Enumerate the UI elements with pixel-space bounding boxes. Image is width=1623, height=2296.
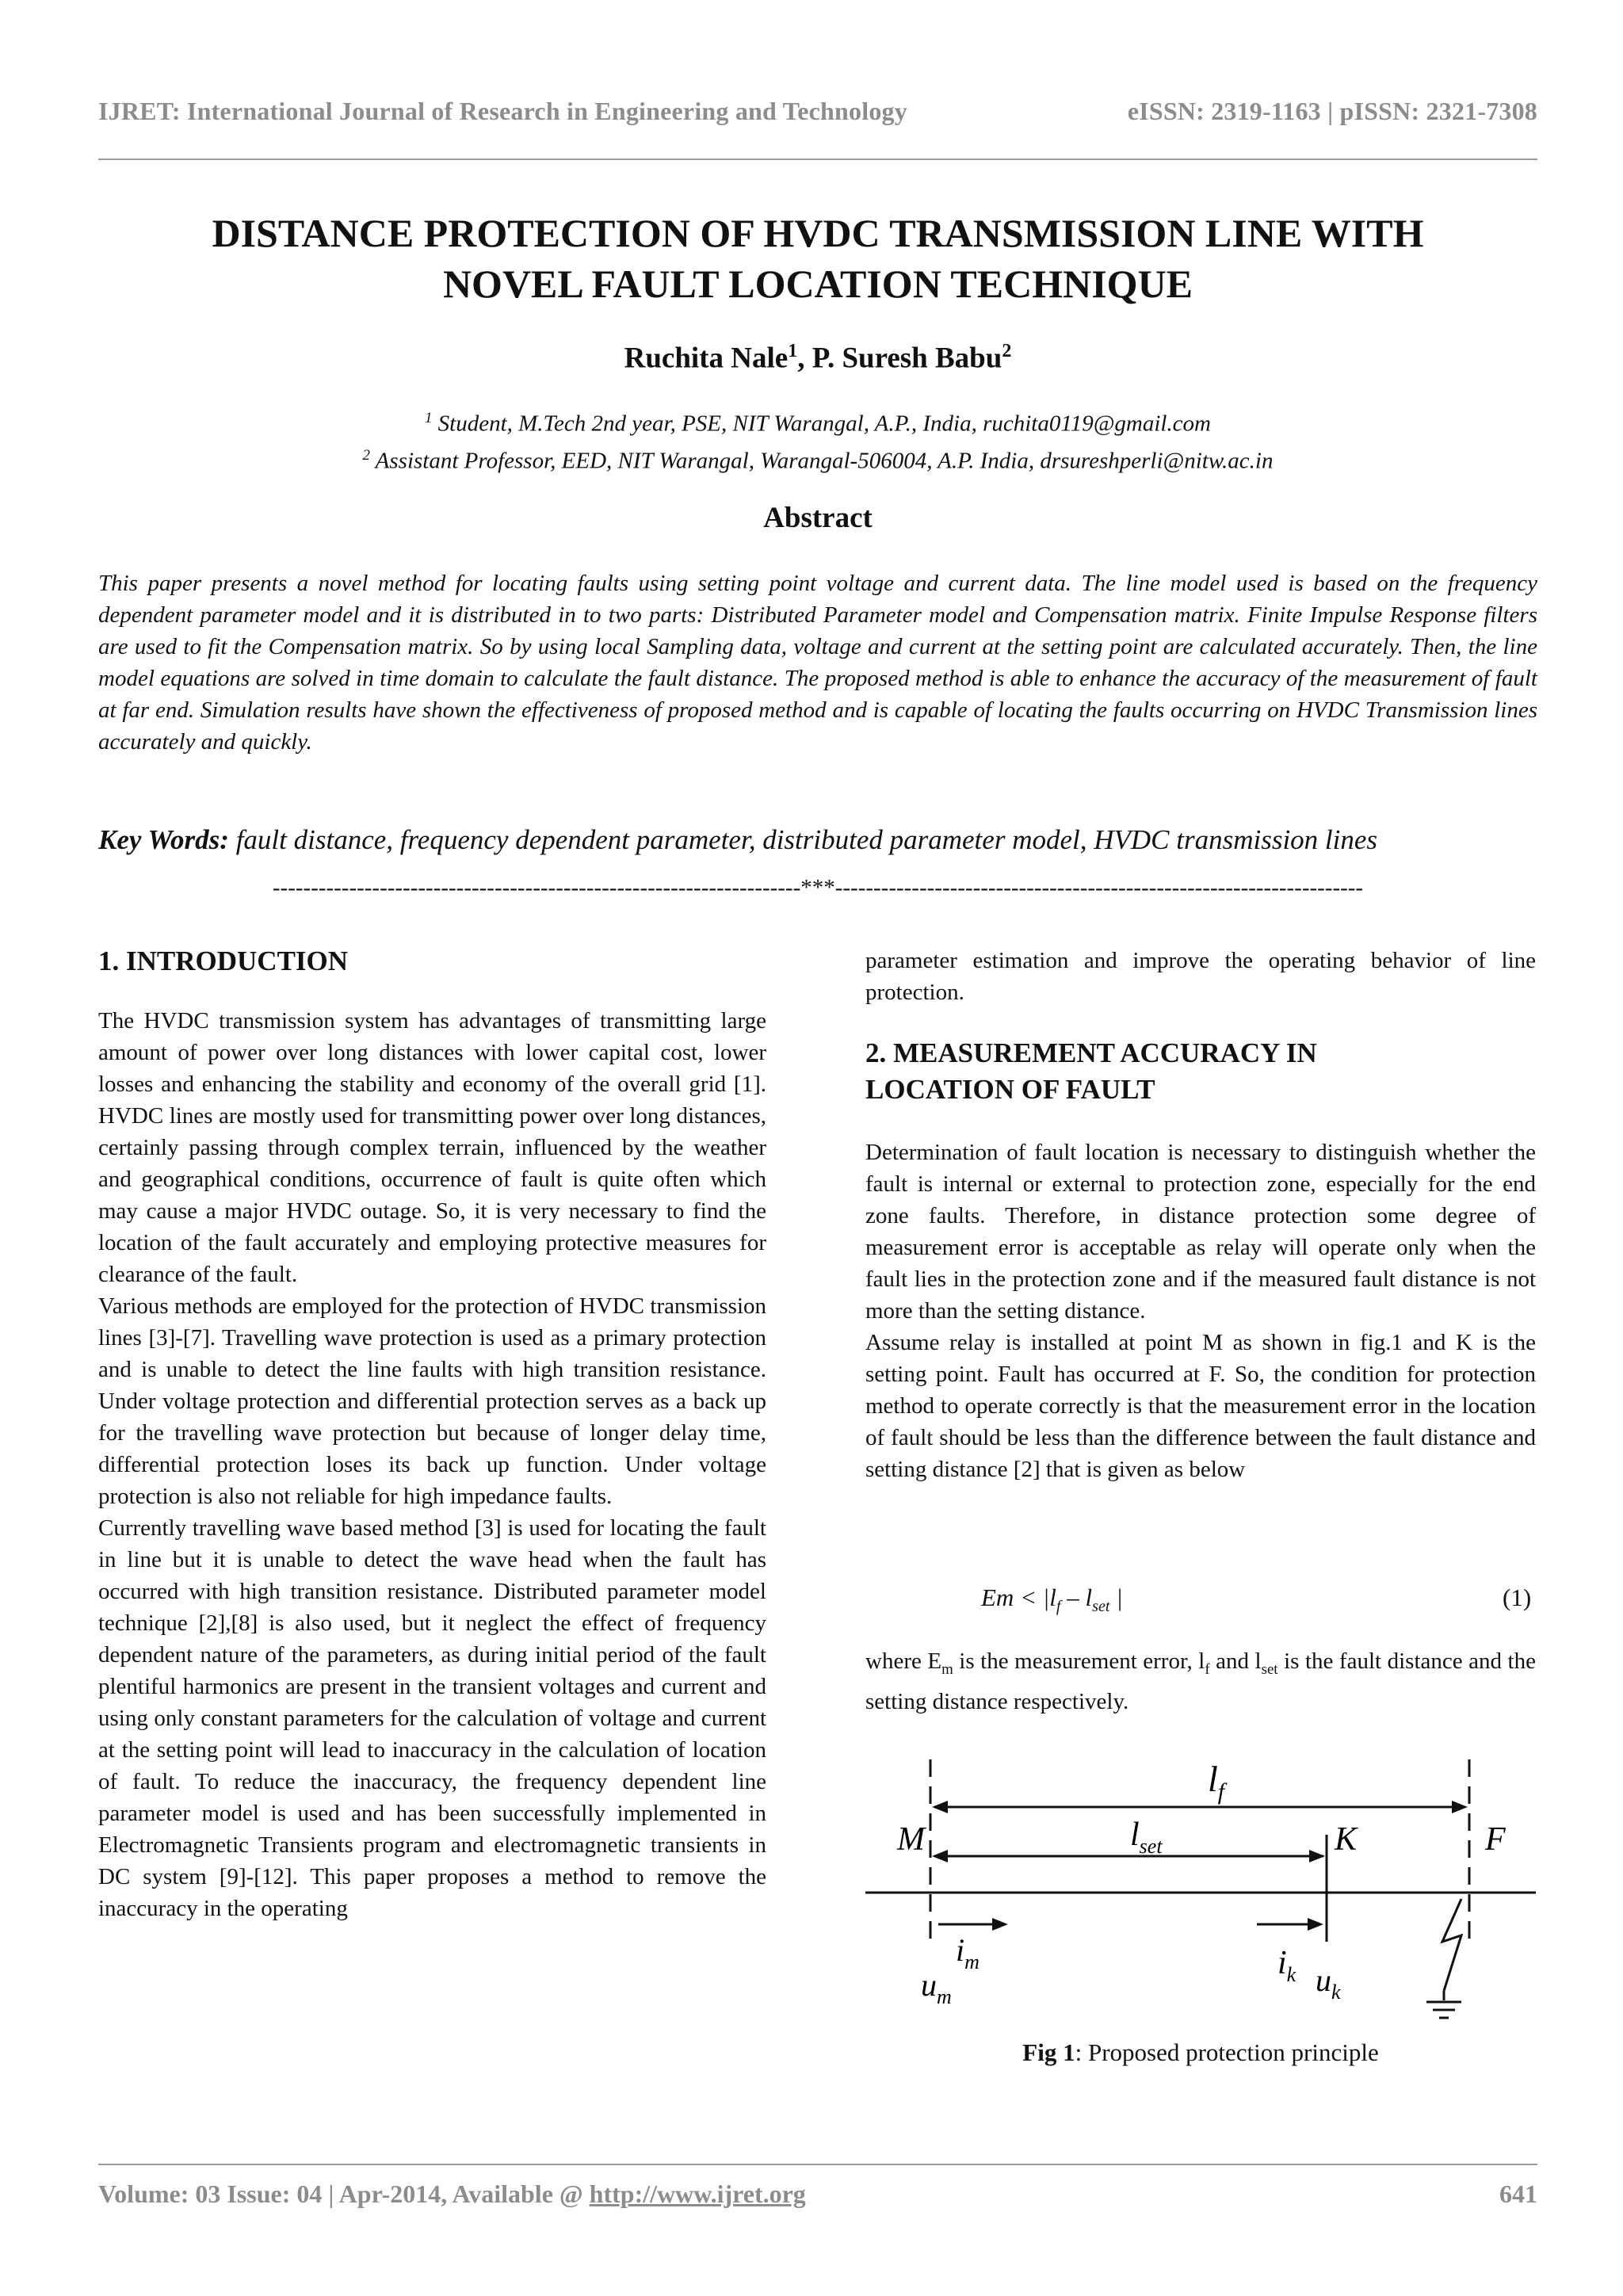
- figure-1-diagram: [865, 1744, 1536, 2037]
- journal-header: IJRET: International Journal of Research in Engineering and Technology: [98, 97, 907, 125]
- footer-rule: [98, 2164, 1537, 2165]
- where-t4: is the fault distance and the setting distance respectively.: [865, 1648, 1536, 1714]
- section-2-heading: [865, 1035, 1536, 1108]
- im-arrowhead: [992, 1918, 1008, 1931]
- abstract-text: This paper presents a novel method for locating faults using setting point voltage and current data. The line model used is based on the frequency dependent parameter model and it is distributed in to two parts: Distributed Parameter model and Compensation matrix. Finite Impulse Response filters are used to fit the Compensation matrix. So by using local Sampling data, voltage and current at the setting point are calculated accurately. Then, the line model equations are solved in time domain to calculate the fault distance. The proposed method is able to enhance the accuracy of the measurement of fault at far end. Simulation results have shown the effectiveness of proposed method and is capable of locating the faults occurring on HVDC Transmission lines accurately and quickly.: [98, 571, 1537, 755]
- intro-paragraph-1: The HVDC transmission system has advantages of transmitting large amount of power over long distances with lower capital cost, lower losses and enhancing the stability and economy of the overall grid [1]. HVDC lines are mostly used for transmitting power over long distances, certainly passing through complex terrain, influenced by the weather and geographical conditions, occurrence of fault is quite often which may cause a major HVDC outage. So, it is very necessary to find the location of the fault accurately and employing protective measures for clearance of the fault.: [98, 1008, 766, 1287]
- where-t2: is the measurement error, l: [953, 1648, 1205, 1674]
- right-column: [865, 945, 1536, 1485]
- section-2-paragraph-2: Assume relay is installed at point M as shown in fig.1 and K is the setting point. Fault has occurred at F. So, the condition for protection method to operate correctly is that the measurement error in the location of fault should be less than the difference between the fault distance and setting distance [2] that is given as below: [865, 1330, 1536, 1482]
- figure-1-caption: [865, 2038, 1536, 2067]
- label-im: $i_m$: [956, 1932, 980, 1973]
- section-separator: ---------------------------------------------------------------------***---------------------------------------------------------------------: [272, 875, 1364, 900]
- section-1-heading: 1. INTRODUCTION: [98, 946, 349, 976]
- issn-header: eISSN: 2319-1163 | pISSN: 2321-7308: [1127, 97, 1537, 125]
- title-line-1: DISTANCE PROTECTION OF HVDC TRANSMISSION LINE WITH: [212, 211, 1424, 255]
- footer-volume-text: Volume: 03 Issue: 04 | Apr-2014, Available @: [98, 2179, 590, 2208]
- keywords-label: Key Words:: [98, 824, 229, 855]
- label-K: K: [1335, 1821, 1358, 1858]
- label-lf: $l_f$: [1208, 1759, 1225, 1805]
- ik-arrowhead: [1308, 1918, 1323, 1931]
- affiliation-2-text: Assistant Professor, EED, NIT Warangal, Warangal-506004, A.P. India, drsureshperli@nitw.ac.in: [369, 448, 1274, 474]
- label-M: M: [897, 1821, 925, 1858]
- figure-1-caption-text: : Proposed protection principle: [1075, 2038, 1379, 2066]
- affiliation-2-sup: 2: [362, 446, 370, 464]
- intro-paragraph-2: Various methods are employed for the protection of HVDC transmission lines [3]-[7]. Travelling wave protection is used as a primary protection and is unable to detect the line faults with high transition resistance. Under voltage protection and differential protection serves as a back up for the travelling wave protection but because of longer delay time, differential protection loses its back up function. Under voltage protection is also not reliable for high impedance faults.: [98, 1293, 766, 1509]
- where-t1: where E: [865, 1648, 942, 1674]
- section-2-paragraph-1: Determination of fault location is necessary to distinguish whether the fault is internal or external to protection zone, especially for the end zone faults. Therefore, in distance protection some degree of measurement error is acceptable as relay will operate only when the fault lies in the protection zone and if the measured fault distance is not more than the setting distance.: [865, 1140, 1536, 1324]
- affiliation-1-text: Student, M.Tech 2nd year, PSE, NIT Warangal, A.P., India, ruchita0119@gmail.com: [432, 411, 1211, 437]
- section-2-heading-line-1: 2. MEASUREMENT ACCURACY IN: [865, 1037, 1317, 1068]
- fault-lightning-icon: [1442, 1899, 1461, 1991]
- title-line-2: NOVEL FAULT LOCATION TECHNIQUE: [442, 262, 1193, 306]
- header-rule: [98, 159, 1537, 160]
- lset-arrowhead-right: [1309, 1850, 1325, 1862]
- figure-1-caption-label: Fig 1: [1022, 2038, 1075, 2066]
- footer-volume: [98, 2179, 806, 2209]
- label-uk: $u_k$: [1316, 1962, 1341, 2004]
- lf-arrowhead-right: [1452, 1801, 1468, 1813]
- author-1-sup: 1: [788, 341, 798, 361]
- affiliation-2: [98, 440, 1537, 477]
- author-2-sup: 2: [1002, 341, 1012, 361]
- equation-1-number: (1): [1503, 1584, 1532, 1611]
- abstract-heading: Abstract: [763, 502, 873, 534]
- eq-lhs: Em < |l: [981, 1584, 1056, 1611]
- affiliation-1-sup: 1: [424, 410, 433, 426]
- page-number: 641: [1499, 2179, 1537, 2208]
- label-lset: $l_{set}$: [1130, 1817, 1163, 1858]
- affiliation-1: [98, 403, 1537, 440]
- label-ik: $i_k$: [1277, 1945, 1296, 1986]
- where-s3: set: [1261, 1660, 1278, 1678]
- where-s1: m: [941, 1660, 953, 1678]
- eq-rhs: |: [1109, 1584, 1123, 1611]
- lset-arrowhead-left: [932, 1850, 948, 1862]
- author-2: P. Suresh Babu: [812, 342, 1002, 375]
- eq-sub-set: set: [1092, 1598, 1110, 1616]
- footer-link[interactable]: http://www.ijret.org: [589, 2179, 806, 2208]
- eq-mid: – l: [1060, 1584, 1093, 1611]
- lf-arrowhead-left: [932, 1801, 948, 1813]
- author-1: Ruchita Nale: [624, 342, 789, 375]
- keywords: [98, 824, 1537, 856]
- intro-paragraph-3: Currently travelling wave based method [3] is used for locating the fault in line but it is unable to detect the wave head when the fault has occurred with high transition resistance. Distributed parameter model technique [2],[8] is also used, but it neglect the effect of frequency dependent nature of the parameters, as during initial period of the fault plentiful harmonics are present in the transient voltages and current and using only constant parameters for the calculation of voltage and current at the setting point will lead to inaccuracy in the calculation of location of fault. To reduce the inaccuracy, the frequency dependent line parameter model is used and has been successfully implemented in Electromagnetic Transients program and electromagnetic transients in DC system [9]-[12]. This paper proposes a method to remove the inaccuracy in the operating: [98, 1515, 766, 1921]
- left-column: [98, 943, 766, 1924]
- equation-explanation: [865, 1645, 1536, 1717]
- label-F: F: [1485, 1821, 1506, 1858]
- intro-continuation: parameter estimation and improve the operating behavior of line protection.: [865, 948, 1536, 1005]
- author-sep: ,: [797, 342, 812, 375]
- author-list: [98, 341, 1537, 375]
- eq-sub-f: f: [1056, 1598, 1061, 1616]
- label-um: $u_m$: [921, 1967, 952, 2008]
- section-2-heading-line-2: LOCATION OF FAULT: [865, 1074, 1155, 1105]
- where-s2: f: [1205, 1660, 1210, 1678]
- keywords-text: fault distance, frequency dependent parameter, distributed parameter model, HVDC transmission lines: [228, 824, 1378, 855]
- equation-1: [981, 1584, 1123, 1616]
- where-t3: and l: [1209, 1648, 1262, 1674]
- paper-title: [98, 208, 1537, 309]
- affiliations: [98, 403, 1537, 476]
